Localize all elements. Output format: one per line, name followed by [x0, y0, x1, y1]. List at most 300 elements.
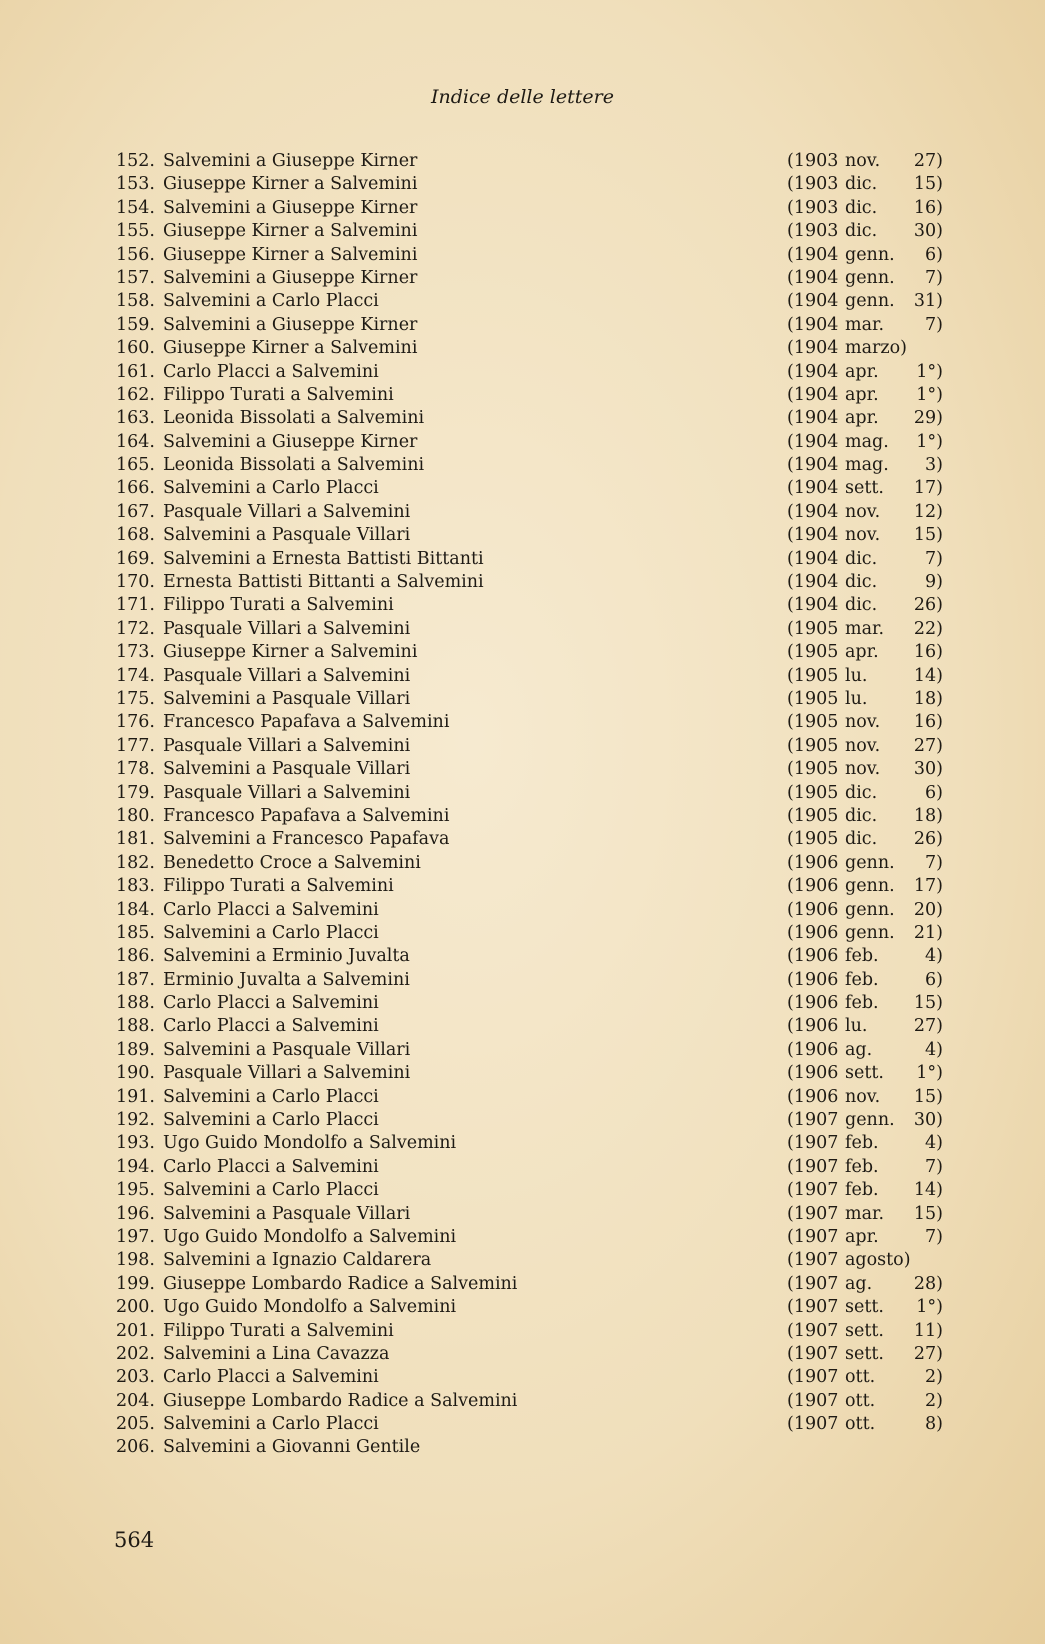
entry-title: Ugo Guido Mondolfo a Salvemini — [163, 1297, 457, 1318]
entry-date-month: nov. — [845, 1086, 881, 1107]
entry-date-month: mar. — [845, 618, 885, 639]
entry-date-year: (1906 — [787, 899, 839, 920]
entry-date-month: agosto) — [845, 1250, 911, 1271]
entry-title: Pasquale Villari a Salvemini — [163, 501, 411, 522]
entry-number: 156. — [116, 244, 155, 265]
index-entry — [115, 267, 945, 290]
entry-date-day: 18) — [913, 688, 943, 709]
entry-number: 177. — [116, 735, 155, 756]
entry-title: Salvemini a Pasquale Villari — [163, 525, 411, 546]
entry-number: 164. — [116, 431, 155, 452]
entry-title: Salvemini a Pasquale Villari — [163, 759, 411, 780]
entry-title: Carlo Placci a Salvemini — [163, 993, 379, 1014]
entry-number: 179. — [116, 782, 155, 803]
entry-number: 191. — [116, 1086, 155, 1107]
index-entry — [115, 945, 945, 968]
entry-number: 161. — [116, 361, 155, 382]
entry-number: 169. — [116, 548, 155, 569]
entry-number: 167. — [116, 501, 155, 522]
entry-date-year: (1906 — [787, 922, 839, 943]
index-entry — [115, 711, 945, 734]
entry-title: Giuseppe Kirner a Salvemini — [163, 642, 418, 663]
entry-date-day: 1°) — [916, 384, 943, 405]
index-entry — [115, 735, 945, 758]
entry-date-year: (1904 — [787, 361, 839, 382]
entry-date-year: (1907 — [787, 1273, 839, 1294]
entry-date-day: 11) — [913, 1320, 943, 1341]
entry-date-year: (1904 — [787, 291, 839, 312]
entry-title: Francesco Papafava a Salvemini — [163, 712, 450, 733]
entry-title: Carlo Placci a Salvemini — [163, 899, 379, 920]
entry-title: Salvemini a Ernesta Battisti Bittanti — [163, 548, 484, 569]
index-entry — [115, 1109, 945, 1132]
entry-title: Filippo Turati a Salvemini — [163, 384, 394, 405]
entry-number: 165. — [116, 455, 155, 476]
entry-number: 163. — [116, 408, 155, 429]
entry-title: Benedetto Croce a Salvemini — [163, 852, 421, 873]
entry-date-year: (1904 — [787, 338, 839, 359]
entry-date-day: 17) — [913, 876, 943, 897]
entry-date-year: (1903 — [787, 151, 839, 171]
entry-number: 186. — [116, 946, 155, 967]
entry-date-year: (1903 — [787, 197, 839, 218]
index-entry — [115, 477, 945, 500]
entry-number: 171. — [116, 595, 155, 616]
entry-title: Salvemini a Carlo Placci — [163, 1110, 379, 1131]
entry-date-day: 6) — [925, 782, 943, 803]
entry-date-year: (1904 — [787, 455, 839, 476]
entry-number: 172. — [116, 618, 155, 639]
entry-date-month: feb. — [845, 946, 879, 967]
entry-date-month: dic. — [845, 595, 878, 616]
index-entry — [115, 852, 945, 875]
entry-date-day: 16) — [913, 197, 943, 218]
entry-number: 189. — [116, 1039, 155, 1060]
entry-number: 182. — [116, 852, 155, 873]
entry-title: Carlo Placci a Salvemini — [163, 1156, 379, 1177]
entry-date-day: 30) — [913, 759, 943, 780]
entry-title: Salvemini a Giuseppe Kirner — [163, 431, 418, 452]
index-entry — [115, 1226, 945, 1249]
entry-number: 155. — [116, 221, 155, 242]
entry-number: 157. — [116, 267, 155, 288]
entry-date-day: 6) — [925, 244, 943, 265]
entry-date-year: (1904 — [787, 244, 839, 265]
entry-date-day: 27) — [913, 1016, 943, 1037]
entry-date-month: apr. — [845, 1226, 879, 1247]
index-entry — [115, 969, 945, 992]
entry-title: Salvemini a Ignazio Caldarera — [163, 1250, 432, 1271]
entry-date-year: (1907 — [787, 1180, 839, 1201]
entry-date-year: (1904 — [787, 314, 839, 335]
entry-date-month: genn. — [845, 876, 895, 897]
index-entry — [115, 899, 945, 922]
entry-title: Salvemini a Pasquale Villari — [163, 1203, 411, 1224]
entry-date-year: (1905 — [787, 759, 839, 780]
index-entry — [115, 1296, 945, 1319]
entry-date-year: (1905 — [787, 805, 839, 826]
index-entry — [115, 407, 945, 430]
entry-number: 193. — [116, 1133, 155, 1154]
entry-date-day: 7) — [925, 1226, 943, 1247]
index-entry — [115, 1320, 945, 1343]
index-entry — [115, 1086, 945, 1109]
entry-title: Carlo Placci a Salvemini — [163, 361, 379, 382]
index-entry — [115, 828, 945, 851]
entry-date-year: (1906 — [787, 1016, 839, 1037]
entry-number: 197. — [116, 1226, 155, 1247]
entry-date-month: ag. — [845, 1273, 873, 1294]
entry-date-month: genn. — [845, 1110, 895, 1131]
entry-title: Filippo Turati a Salvemini — [163, 595, 394, 616]
entry-number: 152. — [116, 151, 155, 171]
entry-date-month: lu. — [845, 688, 868, 709]
entry-date-month: sett. — [845, 478, 884, 499]
entry-date-day: 4) — [925, 1039, 943, 1060]
entry-date-month: sett. — [845, 1320, 884, 1341]
entry-date-month: sett. — [845, 1297, 884, 1318]
entry-date-day: 4) — [925, 946, 943, 967]
entry-date-month: mag. — [845, 455, 889, 476]
entry-number: 183. — [116, 876, 155, 897]
entry-date-day: 8) — [925, 1414, 943, 1435]
entry-date-day: 3) — [925, 455, 943, 476]
index-entry — [115, 618, 945, 641]
entry-title: Salvemini a Pasquale Villari — [163, 688, 411, 709]
index-entry — [115, 1390, 945, 1413]
entry-date-day: 28) — [913, 1273, 943, 1294]
entry-date-month: feb. — [845, 993, 879, 1014]
index-entry — [115, 1156, 945, 1179]
entry-date-month: dic. — [845, 174, 878, 195]
entry-number: 188. — [116, 993, 155, 1014]
entry-date-month: mar. — [845, 314, 885, 335]
entry-date-day: 4) — [925, 1133, 943, 1154]
entry-title: Ugo Guido Mondolfo a Salvemini — [163, 1133, 457, 1154]
entry-date-day: 6) — [925, 969, 943, 990]
entry-date-year: (1904 — [787, 478, 839, 499]
index-entry — [115, 314, 945, 337]
index-entry — [115, 150, 945, 173]
entry-date-year: (1904 — [787, 572, 839, 593]
entry-date-year: (1906 — [787, 969, 839, 990]
entry-date-day: 30) — [913, 221, 943, 242]
entry-date-year: (1904 — [787, 501, 839, 522]
index-entry — [115, 524, 945, 547]
entry-title: Salvemini a Pasquale Villari — [163, 1039, 411, 1060]
index-entry — [115, 290, 945, 313]
entry-number: 188. — [116, 1016, 155, 1037]
entry-title: Filippo Turati a Salvemini — [163, 1320, 394, 1341]
entry-date-day: 18) — [913, 805, 943, 826]
entry-date-month: feb. — [845, 969, 879, 990]
entry-date-day: 29) — [913, 408, 943, 429]
entry-number: 153. — [116, 174, 155, 195]
entry-number: 178. — [116, 759, 155, 780]
entry-date-year: (1907 — [787, 1414, 839, 1435]
entry-number: 168. — [116, 525, 155, 546]
entry-title: Leonida Bissolati a Salvemini — [163, 455, 425, 476]
index-entry — [115, 1343, 945, 1366]
entry-number: 204. — [116, 1390, 155, 1411]
entry-number: 158. — [116, 291, 155, 312]
entry-title: Salvemini a Giovanni Gentile — [163, 1437, 421, 1458]
entry-date-year: (1903 — [787, 221, 839, 242]
index-entry — [115, 1249, 945, 1272]
entry-date-year: (1907 — [787, 1343, 839, 1364]
entry-date-day: 16) — [913, 642, 943, 663]
entry-date-month: mar. — [845, 1203, 885, 1224]
index-entry — [115, 1132, 945, 1155]
entry-date-day: 17) — [913, 478, 943, 499]
index-entry — [115, 805, 945, 828]
entry-title: Salvemini a Carlo Placci — [163, 922, 379, 943]
entry-date-month: lu. — [845, 1016, 868, 1037]
entry-date-day: 15) — [913, 1203, 943, 1224]
entry-date-year: (1905 — [787, 829, 839, 850]
entry-date-month: ott. — [845, 1414, 876, 1435]
entry-date-day: 16) — [913, 712, 943, 733]
entry-date-day: 27) — [913, 1343, 943, 1364]
entry-title: Salvemini a Giuseppe Kirner — [163, 151, 418, 171]
entry-date-month: sett. — [845, 1343, 884, 1364]
entry-date-year: (1904 — [787, 408, 839, 429]
index-entry — [115, 1062, 945, 1085]
entry-number: 159. — [116, 314, 155, 335]
entry-number: 174. — [116, 665, 155, 686]
index-entry — [115, 220, 945, 243]
entry-date-day: 1°) — [916, 1297, 943, 1318]
entry-date-year: (1906 — [787, 1039, 839, 1060]
entry-date-month: feb. — [845, 1133, 879, 1154]
entry-date-year: (1907 — [787, 1203, 839, 1224]
entry-date-month: apr. — [845, 642, 879, 663]
entry-date-day: 15) — [913, 1086, 943, 1107]
index-entry — [115, 1039, 945, 1062]
entry-date-day: 14) — [913, 1180, 943, 1201]
entry-title: Pasquale Villari a Salvemini — [163, 618, 411, 639]
index-entry — [115, 1273, 945, 1296]
index-entry — [115, 197, 945, 220]
index-entry — [115, 992, 945, 1015]
page-number: 564 — [114, 1528, 155, 1552]
entry-date-day: 26) — [913, 595, 943, 616]
entry-title: Pasquale Villari a Salvemini — [163, 782, 411, 803]
entry-date-month: dic. — [845, 782, 878, 803]
entry-date-year: (1904 — [787, 431, 839, 452]
index-entry — [115, 361, 945, 384]
entry-date-month: nov. — [845, 525, 881, 546]
entry-date-month: ag. — [845, 1039, 873, 1060]
entry-title: Salvemini a Carlo Placci — [163, 291, 379, 312]
index-entry — [115, 1413, 945, 1436]
entry-date-month: genn. — [845, 899, 895, 920]
index-entry — [115, 1203, 945, 1226]
entry-number: 166. — [116, 478, 155, 499]
entry-date-month: apr. — [845, 408, 879, 429]
entry-number: 184. — [116, 899, 155, 920]
entry-number: 192. — [116, 1110, 155, 1131]
entry-date-day: 30) — [913, 1110, 943, 1131]
entry-date-month: dic. — [845, 548, 878, 569]
entry-date-year: (1905 — [787, 618, 839, 639]
entry-date-year: (1906 — [787, 946, 839, 967]
index-entry — [115, 922, 945, 945]
entry-date-day: 2) — [925, 1367, 943, 1388]
entry-number: 195. — [116, 1180, 155, 1201]
index-entry — [115, 688, 945, 711]
entry-number: 181. — [116, 829, 155, 850]
entry-date-day: 7) — [925, 548, 943, 569]
entry-date-day: 1°) — [916, 1063, 943, 1084]
entry-title: Salvemini a Giuseppe Kirner — [163, 197, 418, 218]
entry-title: Erminio Juvalta a Salvemini — [163, 969, 410, 990]
entry-date-year: (1905 — [787, 688, 839, 709]
entry-date-day: 31) — [913, 291, 943, 312]
entry-date-year: (1906 — [787, 876, 839, 897]
index-entry — [115, 758, 945, 781]
entry-date-year: (1905 — [787, 782, 839, 803]
entry-date-year: (1906 — [787, 852, 839, 873]
index-entry — [115, 641, 945, 664]
index-entry — [115, 875, 945, 898]
entry-number: 170. — [116, 572, 155, 593]
entry-number: 190. — [116, 1063, 155, 1084]
index-entry — [115, 1436, 945, 1459]
index-entry — [115, 548, 945, 571]
entry-date-month: nov. — [845, 712, 881, 733]
entry-number: 198. — [116, 1250, 155, 1271]
entry-title: Salvemini a Carlo Placci — [163, 1086, 379, 1107]
entry-title: Salvemini a Carlo Placci — [163, 1180, 379, 1201]
index-entry — [115, 501, 945, 524]
entry-date-day: 22) — [913, 618, 943, 639]
entry-date-month: feb. — [845, 1180, 879, 1201]
entry-title: Giuseppe Kirner a Salvemini — [163, 221, 418, 242]
entry-date-month: nov. — [845, 151, 881, 171]
entry-number: 162. — [116, 384, 155, 405]
entry-title: Pasquale Villari a Salvemini — [163, 1063, 411, 1084]
entry-date-year: (1904 — [787, 525, 839, 546]
entry-date-day: 7) — [925, 314, 943, 335]
entry-title: Pasquale Villari a Salvemini — [163, 665, 411, 686]
entry-date-month: dic. — [845, 805, 878, 826]
entry-date-month: genn. — [845, 244, 895, 265]
entry-title: Salvemini a Carlo Placci — [163, 478, 379, 499]
entry-date-day: 1°) — [916, 361, 943, 382]
entry-date-month: nov. — [845, 501, 881, 522]
entry-date-month: genn. — [845, 267, 895, 288]
entry-number: 203. — [116, 1367, 155, 1388]
entry-number: 185. — [116, 922, 155, 943]
entry-number: 187. — [116, 969, 155, 990]
entry-title: Leonida Bissolati a Salvemini — [163, 408, 425, 429]
entry-date-year: (1907 — [787, 1110, 839, 1131]
letter-index-list — [115, 150, 945, 1460]
entry-date-year: (1907 — [787, 1367, 839, 1388]
page-header-title: Indice delle lettere — [431, 86, 614, 108]
entry-date-month: genn. — [845, 922, 895, 943]
entry-title: Carlo Placci a Salvemini — [163, 1016, 379, 1037]
entry-date-month: apr. — [845, 384, 879, 405]
index-entry — [115, 431, 945, 454]
entry-date-month: genn. — [845, 852, 895, 873]
index-entry — [115, 594, 945, 617]
entry-date-year: (1904 — [787, 384, 839, 405]
entry-date-day: 14) — [913, 665, 943, 686]
entry-date-year: (1907 — [787, 1250, 839, 1271]
entry-date-year: (1905 — [787, 665, 839, 686]
index-entry — [115, 173, 945, 196]
entry-date-month: dic. — [845, 221, 878, 242]
index-entry — [115, 337, 945, 360]
index-entry — [115, 244, 945, 267]
entry-number: 196. — [116, 1203, 155, 1224]
entry-date-month: nov. — [845, 735, 881, 756]
entry-date-year: (1904 — [787, 595, 839, 616]
entry-date-month: lu. — [845, 665, 868, 686]
index-entry — [115, 782, 945, 805]
entry-date-day: 21) — [913, 922, 943, 943]
index-entry — [115, 665, 945, 688]
entry-date-year: (1903 — [787, 174, 839, 195]
entry-number: 176. — [116, 712, 155, 733]
entry-title: Giuseppe Kirner a Salvemini — [163, 174, 418, 195]
entry-title: Salvemini a Giuseppe Kirner — [163, 267, 418, 288]
entry-date-year: (1907 — [787, 1156, 839, 1177]
entry-date-day: 27) — [913, 735, 943, 756]
entry-title: Salvemini a Erminio Juvalta — [163, 946, 410, 967]
entry-date-year: (1905 — [787, 642, 839, 663]
entry-title: Carlo Placci a Salvemini — [163, 1367, 379, 1388]
entry-date-month: dic. — [845, 572, 878, 593]
entry-date-day: 7) — [925, 852, 943, 873]
entry-date-day: 15) — [913, 174, 943, 195]
entry-date-month: nov. — [845, 759, 881, 780]
entry-date-day: 7) — [925, 267, 943, 288]
entry-date-day: 27) — [913, 151, 943, 171]
entry-date-day: 7) — [925, 1156, 943, 1177]
index-entry — [115, 1366, 945, 1389]
entry-date-year: (1907 — [787, 1297, 839, 1318]
entry-title: Salvemini a Giuseppe Kirner — [163, 314, 418, 335]
index-entry — [115, 1015, 945, 1038]
entry-date-year: (1907 — [787, 1133, 839, 1154]
entry-title: Francesco Papafava a Salvemini — [163, 805, 450, 826]
entry-date-day: 15) — [913, 525, 943, 546]
index-entry — [115, 454, 945, 477]
entry-date-year: (1907 — [787, 1320, 839, 1341]
entry-date-year: (1907 — [787, 1226, 839, 1247]
entry-date-year: (1906 — [787, 993, 839, 1014]
entry-number: 205. — [116, 1414, 155, 1435]
entry-title: Salvemini a Lina Cavazza — [163, 1343, 390, 1364]
entry-date-year: (1907 — [787, 1390, 839, 1411]
entry-date-day: 12) — [913, 501, 943, 522]
entry-date-day: 9) — [925, 572, 943, 593]
entry-date-day: 15) — [913, 993, 943, 1014]
entry-title: Ernesta Battisti Bittanti a Salvemini — [163, 572, 484, 593]
entry-number: 201. — [116, 1320, 155, 1341]
index-entry — [115, 384, 945, 407]
entry-number: 194. — [116, 1156, 155, 1177]
entry-date-year: (1906 — [787, 1086, 839, 1107]
entry-number: 200. — [116, 1297, 155, 1318]
entry-date-month: apr. — [845, 361, 879, 382]
entry-title: Pasquale Villari a Salvemini — [163, 735, 411, 756]
index-entry — [115, 571, 945, 594]
entry-date-month: genn. — [845, 291, 895, 312]
